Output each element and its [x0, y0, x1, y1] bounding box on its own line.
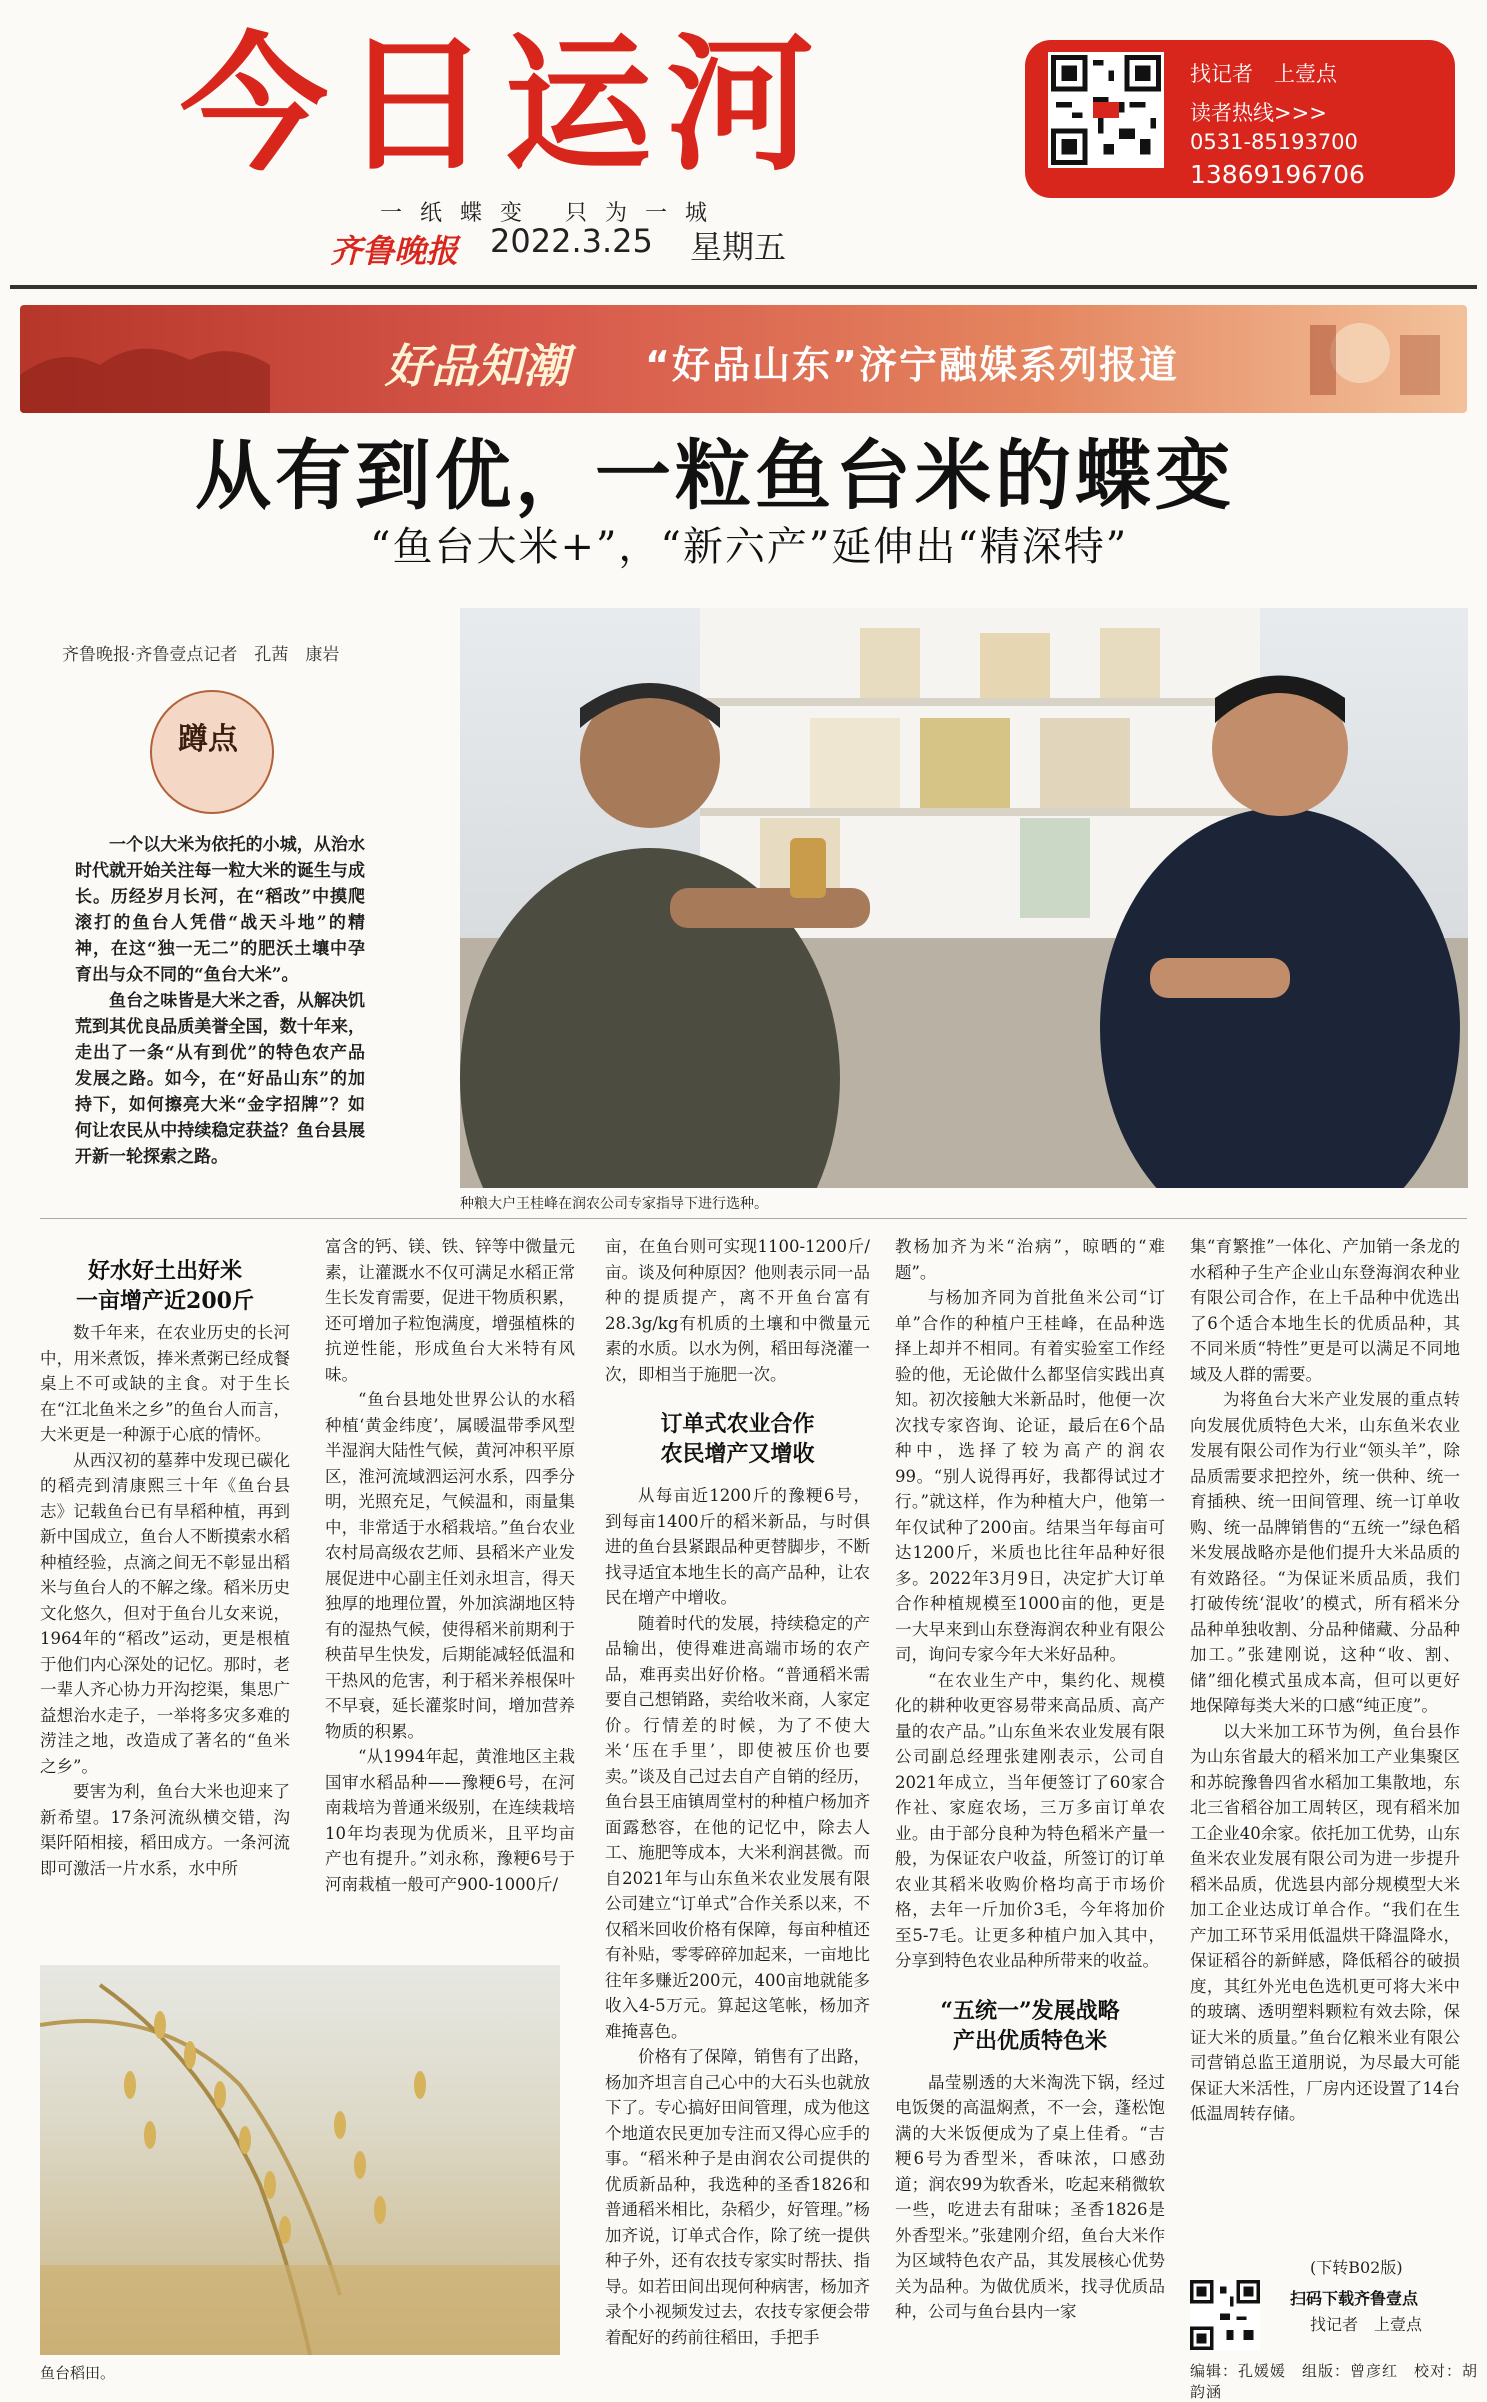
- byline: 齐鲁晚报·齐鲁壹点记者 孔茜 康岩: [62, 645, 340, 665]
- body-paragraph: 为将鱼台大米产业发展的重点转向发展优质特色大米，山东鱼米农业发展有限公司作为行业“领头羊”，除品质需要求把控外，统一供种、统一育插秧、统一田间管理、统一订单收购、统一品牌销售的“五统一”绿色稻米发展战略亦是他们提升大米品质的有效路径。“为保证米质品质，我们打破传统‘混收’的模式，所有稻米分品种单独收割、分品种储藏、分品种加工。”张建刚说，这种“收、割、储”细化模式虽成本高，但可以更好地保障每类大米的口感“纯正度”。: [1190, 1390, 1460, 1715]
- issue-date: 2022.3.25: [490, 222, 653, 260]
- body-paragraph: 从西汉初的墓葬中发现已碳化的稻壳到清康熙三十年《鱼台县志》记载鱼台已有旱稻种植，再到新中国成立，鱼台人不断摸索水稻种植经验，点滴之间无不彰显出稻米与鱼台人的不解之缘。稻米历史文化悠久，但对于鱼台儿女来说，1964年的“稻改”运动，更是根植于他们内心深处的记忆。那时，老一辈人齐心协力开沟挖渠，集思广益想治水走子，一举将多灾多难的涝洼之地，改造成了著名的“鱼米之乡”。: [40, 1450, 290, 1776]
- editor-credits: 编辑：孔媛媛 组版：曾彦红 校对：胡韵涵: [1190, 2362, 1479, 2401]
- main-photo: [460, 608, 1468, 1188]
- article-intro: [75, 832, 365, 1170]
- hotline-label: 读者热线>>>: [1190, 101, 1327, 125]
- masthead-divider: [10, 285, 1477, 289]
- qr-code-icon[interactable]: [1048, 52, 1164, 168]
- photo-illustration-icon: [460, 608, 1468, 1188]
- column-badge-label: 蹲点: [178, 722, 238, 757]
- body-paragraph: 教杨加齐为米“治病”，晾晒的“难题”。: [895, 1237, 1165, 1282]
- rice-illustration-icon: [40, 1965, 560, 2355]
- column-5: [1190, 1234, 1460, 2127]
- section-divider: [40, 1218, 1467, 1219]
- intro-paragraph: 鱼台之味皆是大米之香，从解决饥荒到其优良品质美誉全国，数十年来，走出了一条“从有到优”的特色农产品发展之路。如今，在“好品山东”的加持下，如何擦亮大米“金字招牌”？如何让农民从中持续稳定获益？鱼台县展开新一轮探索之路。: [75, 991, 365, 1167]
- body-paragraph: “鱼台县地处世界公认的水稻种植‘黄金纬度’，属暖温带季风型半湿润大陆性气候，黄河冲积平原区，淮河流域泗运河水系，四季分明，光照充足，气候温和，雨量集中，非常适于水稻栽培。”鱼台农业农村局高级农艺师、县稻米产业发展促进中心副主任刘永坦言，得天独厚的地理位置，外加滨湖地区特有的湿热气候，使得稻米前期利于秧苗早生快发，后期能减轻低温和干热风的危害，利于稻米养根保叶不早衰，延长灌浆时间，增加营养物质的积累。: [325, 1390, 575, 1741]
- rice-photo-caption: 鱼台稻田。: [40, 2364, 116, 2382]
- download-qr-icon[interactable]: [1190, 2280, 1260, 2350]
- body-paragraph: “在农业生产中，集约化、规模化的耕种收更容易带来高品质、高产量的农产品。”山东鱼米农业发展有限公司副总经理张建刚表示，公司自2021年成立，当年便签订了60家合作社、家庭农场，三万多亩订单农业。由于部分良种为特色稻米产量一般，为保证农户收益，所签订的订单农业其稻米收购价格均高于市场价格，去年一斤加价3毛，今年将加价至5-7毛。让更多种植户加入其中，分享到特色农业品种所带来的收益。: [895, 1670, 1165, 1970]
- rice-field-photo: [40, 1965, 560, 2355]
- article-subhead: “鱼台大米+”，“新六产”延伸出“精深特”: [370, 524, 1129, 570]
- column-1: [40, 1320, 290, 1881]
- column-2: [325, 1234, 575, 1897]
- body-paragraph: 富含的钙、镁、铁、锌等中微量元素，让灌溉水不仅可满足水稻正常生长发育需要，促进干物质积累，还可增加子粒饱满度，增强植株的抗逆性能，形成鱼台大米特有风味。: [325, 1237, 575, 1384]
- footer-reporter: 找记者 上壹点: [1310, 2315, 1423, 2334]
- body-paragraph: 亩，在鱼台则可实现1100-1200斤/亩。谈及何种原因？他则表示同一品种的提质提产，离不开鱼台富有28.3g/kg有机质的土壤和中微量元素的水质。以水为例，稻田每浇灌一次，即相当于施肥一次。: [605, 1237, 870, 1384]
- banner-tag: 好品知潮: [385, 339, 569, 393]
- body-paragraph: 以大米加工环节为例，鱼台县作为山东省最大的稻米加工产业集聚区和苏皖豫鲁四省水稻加工集散地，东北三省稻谷加工周转区，现有稻米加工企业40余家。依托加工优势，山东鱼米农业发展有限公司为进一步提升稻米品质，优选县内部分规模型大米加工企业达成订单合作。“我们在生产加工环节采用低温烘干降温降水，保证稻谷的新鲜感，降低稻谷的破损度，其红外光电色选机更可将大米中的玻璃、透明塑料颗粒有效去除，保证大米的质量。”鱼台亿粮米业有限公司营销总监王道朋说，为尽最大可能保证大米活性，厂房内还设置了14台低温周转存储。: [1190, 1721, 1460, 2123]
- section-heading-3: “五统一”发展战略 产出优质特色米: [940, 1997, 1120, 2054]
- body-paragraph: 与杨加齐同为首批鱼米公司“订单”合作的种植户王桂峰，在品种选择上却并不相同。有着实验室工作经验的他，无论做什么都坚信实践出真知。初次接触大米新品时，他便一次次找专家咨询、论证，最后在6个品种中，选择了较为高产的润农99。“别人说得再好，我都得试过才行。”就这样，作为种植大户，他第一年仅试种了200亩。结果当年每亩可达1200斤，米质也比往年品种好很多。2022年3月9日，决定扩大订单合作种植规模至1000亩的他，更是一大早来到山东登海润农种业有限公司，询问专家今年大米好品种。: [895, 1288, 1165, 1664]
- section-heading-1: 好水好土出好米 一亩增产近200斤: [76, 1258, 254, 1314]
- masthead-title: 今日运河: [180, 19, 828, 191]
- article-headline: 从有到优，一粒鱼台米的蝶变: [195, 431, 1235, 520]
- body-paragraph: 晶莹剔透的大米淘洗下锅，经过电饭煲的高温焖煮，不一会，蓬松饱满的大米饭便成为了桌上佳肴。“吉粳6号为香型米，香味浓，口感劲道；润农99为软香米，吃起来稍微软一些，吃进去有甜味；圣香1826是外香型米。”张建刚介绍，鱼台大米作为区域特色农产品，其发展核心优势关为品种。为做优质米，找寻优质品种，公司与鱼台县内一家: [895, 2072, 1165, 2321]
- banner-text: “好品山东”济宁融媒系列报道: [645, 343, 1179, 387]
- paper-name: 齐鲁晚报: [330, 232, 459, 270]
- continued-note: (下转B02版): [1310, 2258, 1403, 2277]
- section-heading-2: 订单式农业合作 农民增产又增收: [660, 1411, 815, 1467]
- hotline-mobile: 13869196706: [1190, 160, 1365, 189]
- intro-paragraph: 一个以大米为依托的小城，从治水时代就开始关注每一粒大米的诞生与成长。历经岁月长河，在“稻改”中摸爬滚打的鱼台人凭借“战天斗地”的精神，在这“独一无二”的肥沃土壤中孕育出与众不同的“鱼台大米”。: [75, 835, 365, 985]
- body-paragraph: 数千年来，在农业历史的长河中，用米煮饭，捧米煮粥已经成餐桌上不可或缺的主食。对于生长在“江北鱼米之乡”的鱼台人而言，大米更是一种源于心底的情怀。: [40, 1323, 290, 1444]
- hotline-reporter: 找记者 上壹点: [1190, 62, 1337, 86]
- column-4: [895, 1234, 1165, 2325]
- main-photo-caption: 种粮大户王桂峰在润农公司专家指导下进行选种。: [460, 1196, 768, 1212]
- body-paragraph: 价格有了保障，销售有了出路，杨加齐坦言自己心中的大石头也就放下了。专心搞好田间管理，成为他这个地道农民更加专注而又得心应手的事。“稻米种子是由润农公司提供的优质新品种，我选种的圣香1826和普通稻米相比，杂稻少，好管理。”杨加齐说，订单式合作，除了统一提供种子外，还有农技专家实时帮扶、指导。如若田间出现何种病害，杨加齐录个小视频发过去，农技专家便会带着配好的药前往稻田，手把手: [605, 2047, 870, 2347]
- column-3: [605, 1234, 870, 2350]
- hotline-phone: 0531-85193700: [1190, 130, 1358, 154]
- download-prompt: 扫码下载齐鲁壹点: [1290, 2289, 1419, 2308]
- body-paragraph: 从每亩近1200斤的豫粳6号，到每亩1400斤的稻米新品，与时俱进的鱼台县紧跟品种更替脚步，不断找寻适宜本地生长的高产品种，让农民在增产中增收。: [605, 1486, 870, 1607]
- body-paragraph: 要害为利，鱼台大米也迎来了新希望。17条河流纵横交错，沟渠阡陌相接，稻田成方。一条河流即可激活一片水系，水中所: [40, 1782, 290, 1878]
- body-paragraph: 集“育繁推”一体化、产加销一条龙的水稻种子生产企业山东登海润农种业有限公司合作，在上千品种中优选出了6个适合本地生长的优质品种，其不同米质“特性”更是可以满足不同地域及人群的需要。: [1190, 1237, 1460, 1384]
- body-paragraph: 随着时代的发展，持续稳定的产品输出，使得难进高端市场的农产品，难再卖出好价格。“普通稻米需要自己想销路，卖给收米商，人家定价。行情差的时候，为了不使大米‘压在手里’，即使被压价也要卖。”谈及自己过去自产自销的经历，鱼台县王庙镇周堂村的种植户杨加齐面露愁容，在他的记忆中，除去人工、施肥等成本，大米利润甚微。而自2021年与山东鱼米农业发展有限公司建立“订单式”合作关系以来，不仅稻米回收价格有保障，每亩种植还有补贴，零零碎碎加起来，一亩地比往年多赚近200元，400亩地就能多收入4-5万元。算起这笔帐，杨加齐难掩喜色。: [605, 1613, 870, 2041]
- issue-weekday: 星期五: [690, 228, 787, 266]
- masthead-slogan: 一纸蝶变 只为一城: [380, 201, 725, 226]
- body-paragraph: “从1994年起，黄淮地区主栽国审水稻品种——豫粳6号，在河南栽培为普通米级别，在连续栽培10年均表现为优质米，且平均亩产也有提升。”刘永称，豫粳6号于河南栽植一般可产900-1000斤/: [325, 1747, 575, 1894]
